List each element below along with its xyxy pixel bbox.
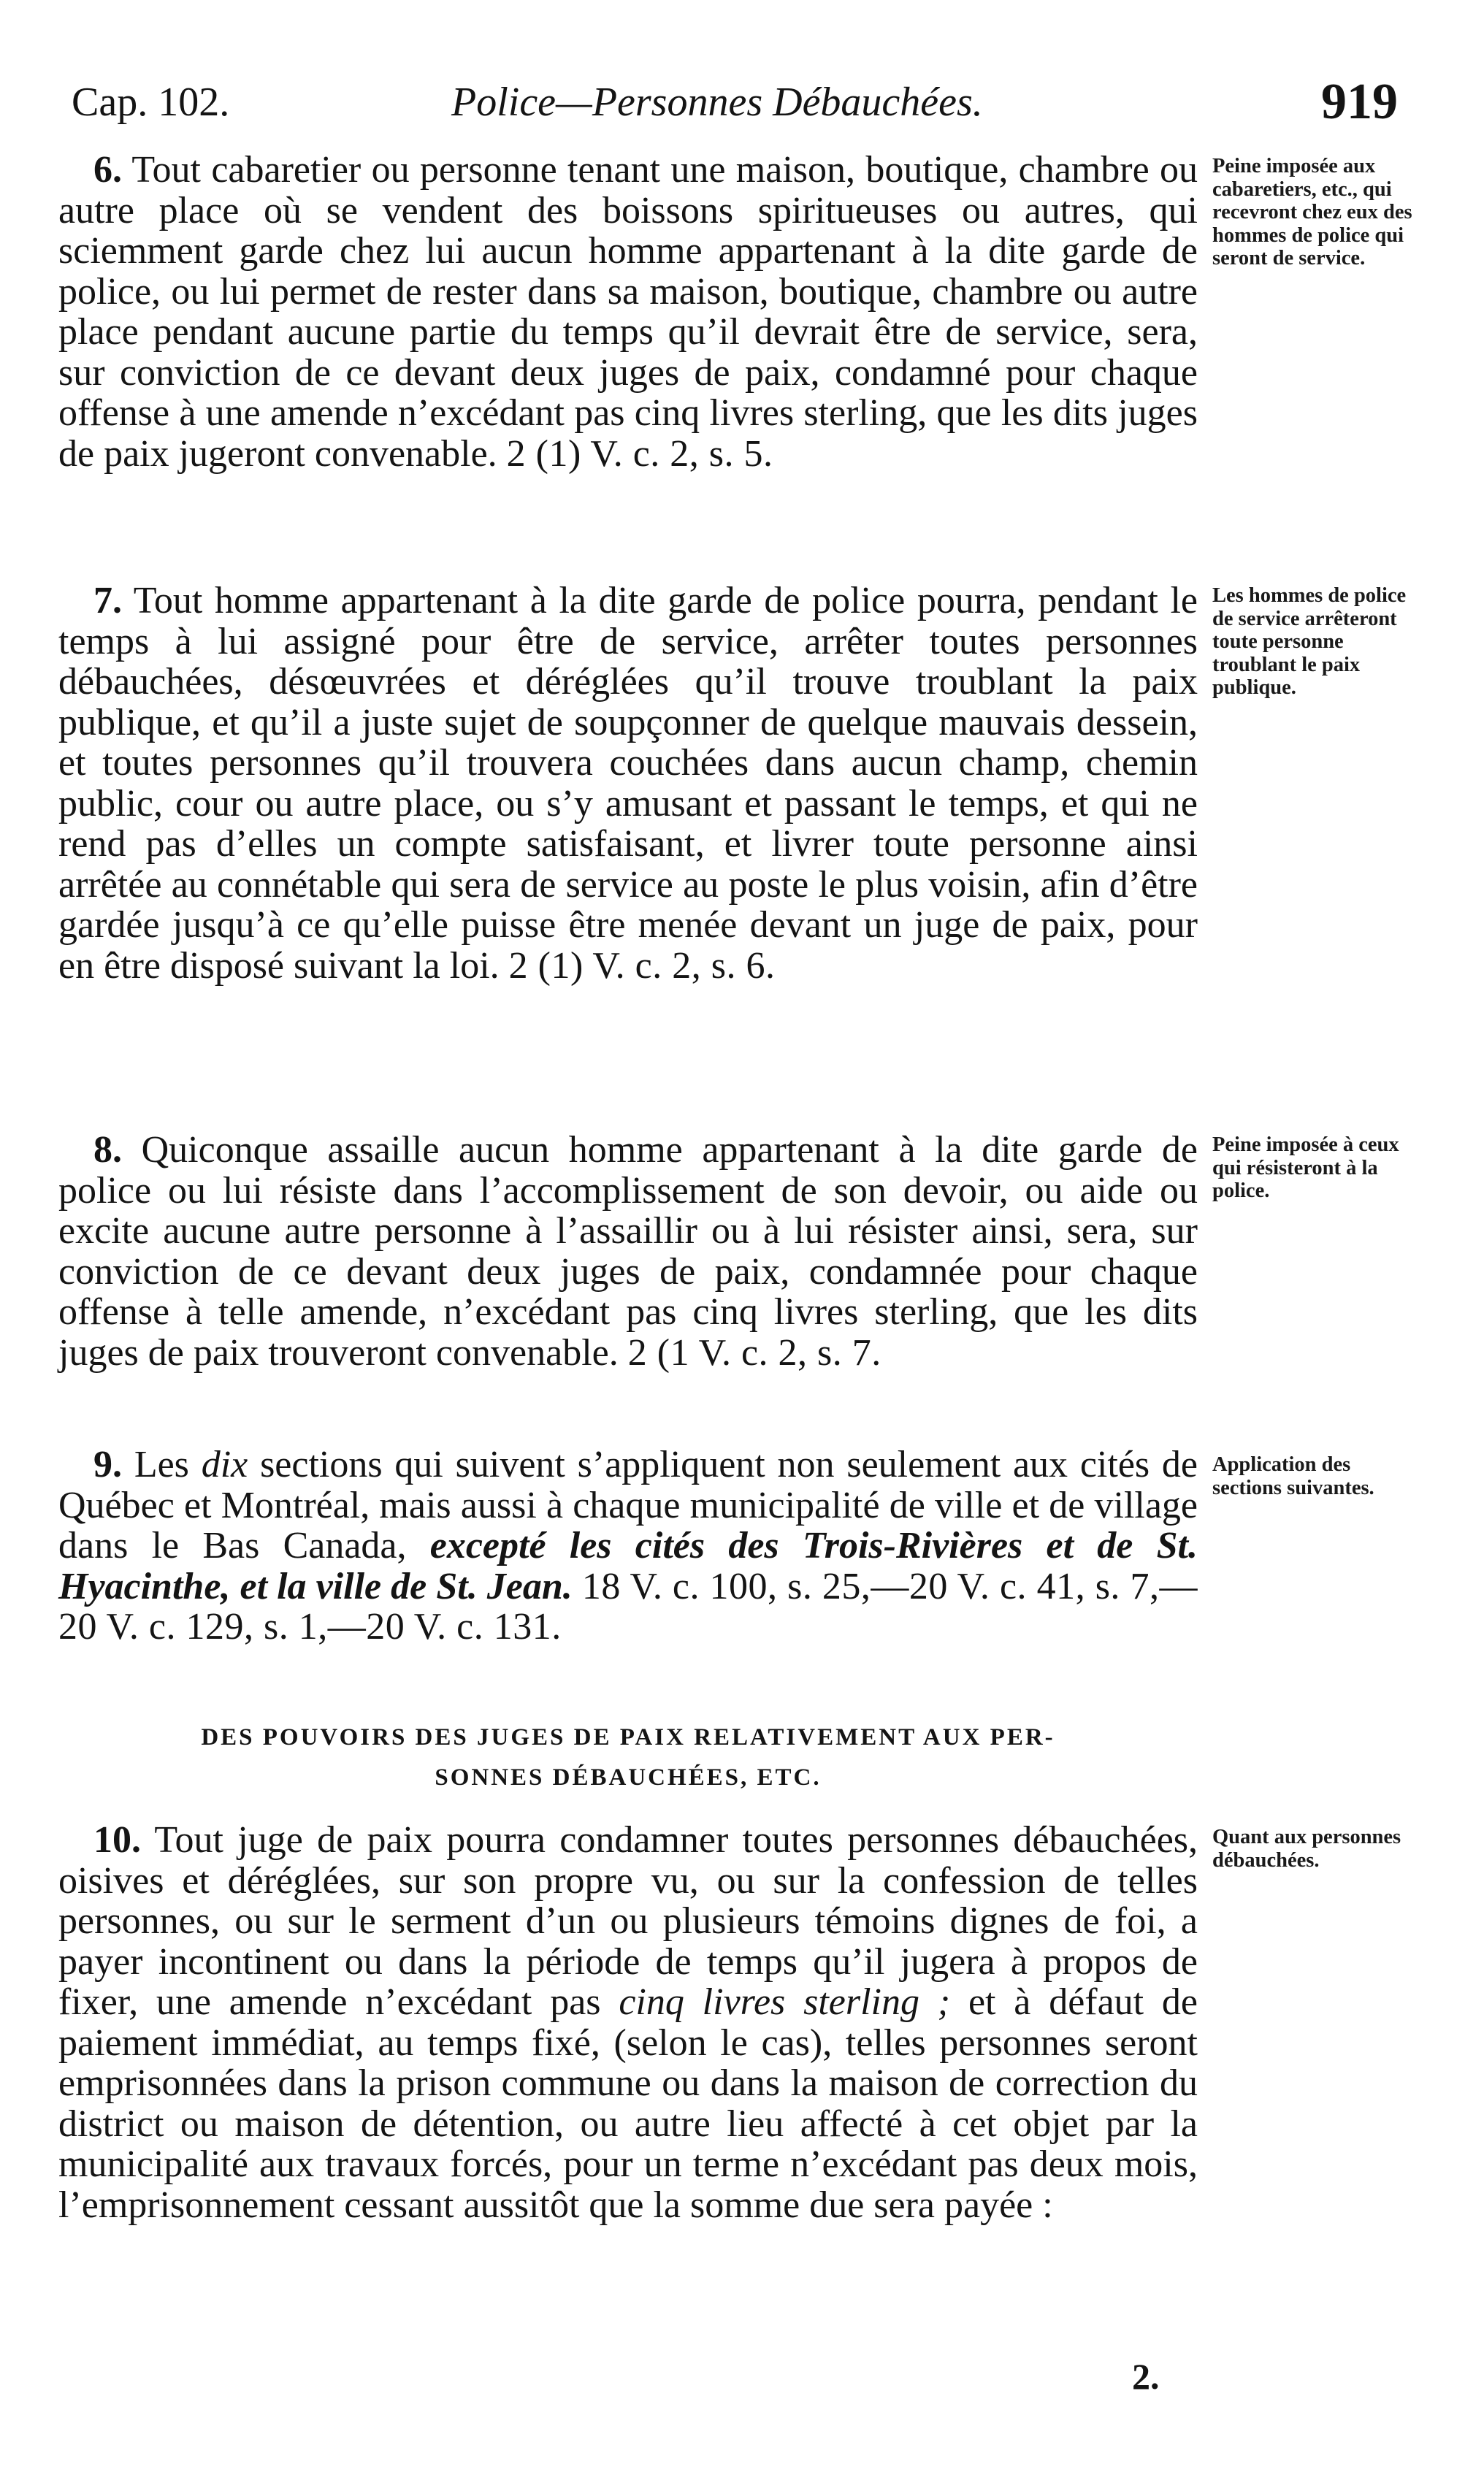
margin-note-8: Peine imposée à ceux qui résisteront à la police. xyxy=(1212,1133,1399,1202)
section-10 xyxy=(58,1820,1198,2225)
section-number: 10. xyxy=(93,1819,141,1861)
section-8 xyxy=(58,1130,1198,1373)
subheading xyxy=(58,1718,1198,1798)
section-citation: 2 (1) V. c. 2, s. 6. xyxy=(508,944,776,987)
subheading-line-2: SONNES DÉBAUCHÉES, ETC. xyxy=(435,1764,822,1791)
section-body-cont: et à défaut de paiement immédiat, au temps fixé, (selon le cas), telles personnes seront emprisonnées dans la prison commune ou dans la maison de correction du district ou maison de détention, ou autre lieu affecté à cet objet par la municipalité aux travaux forcés, pour un terme n’excédant pas deux mois, l’emprisonnement cessant aussitôt que la somme due sera payée : xyxy=(58,1981,1198,2226)
section-number: 7. xyxy=(93,580,122,621)
section-body-italic: cinq livres sterling ; xyxy=(619,1981,951,2023)
margin-note-10: Quant aux personnes débauchées. xyxy=(1212,1826,1401,1872)
section-9 xyxy=(58,1445,1198,1648)
section-body: Tout cabaretier ou personne tenant une maison, boutique, chambre ou autre place où se vendent des boissons spiritueuses ou autres, qui sciemment garde chez lui aucun homme appartenant à la dite garde de police, ou lui permet de rester dans sa maison, boutique, chambre ou autre place pendant aucune partie du temps qu’il devrait être de service, sera, sur conviction de ce devant deux juges de paix, condamné pour chaque offense à une amende n’excédant pas cinq livres sterling, que les dits juges de paix jugeront convenable. xyxy=(58,149,1198,475)
section-body-mid: sections qui suivent s’appliquent non seulement aux cités de Québec et Montréal, mais aussi à chaque municipalité de ville et de village dans le Bas Canada, xyxy=(58,1444,1198,1566)
page-header xyxy=(72,66,1401,139)
section-body-italic-bold: excepté les cités des Trois-Rivières et de St. Hyacinthe, et la ville de St. Jean. xyxy=(58,1525,1198,1607)
section-citation: 2 (1) V. c. 2, s. 5. xyxy=(506,432,773,475)
section-citation: 18 V. c. 100, s. 25,—20 V. c. 41, s. 7,—20 V. c. 129, s. 1,—20 V. c. 131. xyxy=(58,1565,1198,1648)
section-6 xyxy=(58,150,1198,474)
section-body: Tout juge de paix pourra condamner toutes personnes débauchées, oisives et déréglées, sur son propre vu, ou sur la confession de telles personnes, ou sur le serment d’un ou plusieurs témoins dignes de foi, a payer incontinent ou dans la période de temps qu’il jugera à propos de fixer, une amende n’excédant pas xyxy=(58,1819,1198,2023)
section-body-start: Les xyxy=(134,1444,189,1485)
section-body-italic: dix xyxy=(201,1444,248,1485)
section-7 xyxy=(58,581,1198,986)
margin-note-6: Peine imposée aux cabaretiers, etc., qui recevront chez eux des hommes de police qui seront de service. xyxy=(1212,155,1412,269)
chapter-label: Cap. 102. xyxy=(72,80,230,125)
margin-note-9: Application des sections suivantes. xyxy=(1212,1453,1374,1499)
running-title: Police—Personnes Débauchées. xyxy=(451,80,983,125)
page-number: 919 xyxy=(1321,74,1398,130)
section-number: 8. xyxy=(93,1129,122,1171)
margin-note-7: Les hommes de police de service arrêteront toute personne troublant le paix publique. xyxy=(1212,584,1407,699)
section-number: 6. xyxy=(93,149,122,191)
section-number: 9. xyxy=(93,1444,122,1485)
catchword: 2. xyxy=(1132,2356,1160,2397)
section-body: Tout homme appartenant à la dite garde de police pourra, pendant le temps à lui assigné pour être de service, arrêter toutes personnes débauchées, désœuvrées et déréglées qu’il trouve troublant la paix publique, et qu’il a juste sujet de soupçonner de quelque mauvais dessein, et toutes personnes qu’il trouvera couchées dans aucun champ, chemin public, cour ou autre place, ou s’y amusant et passant le temps, et qui ne rend pas d’elles un compte satisfaisant, et livrer toute personne ainsi arrêtée au connétable qui sera de service au poste le plus voisin, afin d’être gardée jusqu’à ce qu’elle puisse être menée devant un juge de paix, pour en être disposé suivant la loi. xyxy=(58,580,1198,987)
section-body: Quiconque assaille aucun homme appartenant à la dite garde de police ou lui résiste dans l’accomplissement de son devoir, ou aide ou excite aucune autre personne à l’assaillir ou à lui résister ainsi, sera, sur conviction de ce devant deux juges de paix, condamnée pour chaque offense à telle amende, n’excédant pas cinq livres sterling, que les dits juges de paix trouveront convenable. xyxy=(58,1129,1198,1374)
subheading-line-1: DES POUVOIRS DES JUGES DE PAIX RELATIVEMENT AUX PER- xyxy=(201,1724,1055,1751)
section-citation: 2 (1 V. c. 2, s. 7. xyxy=(627,1331,881,1374)
